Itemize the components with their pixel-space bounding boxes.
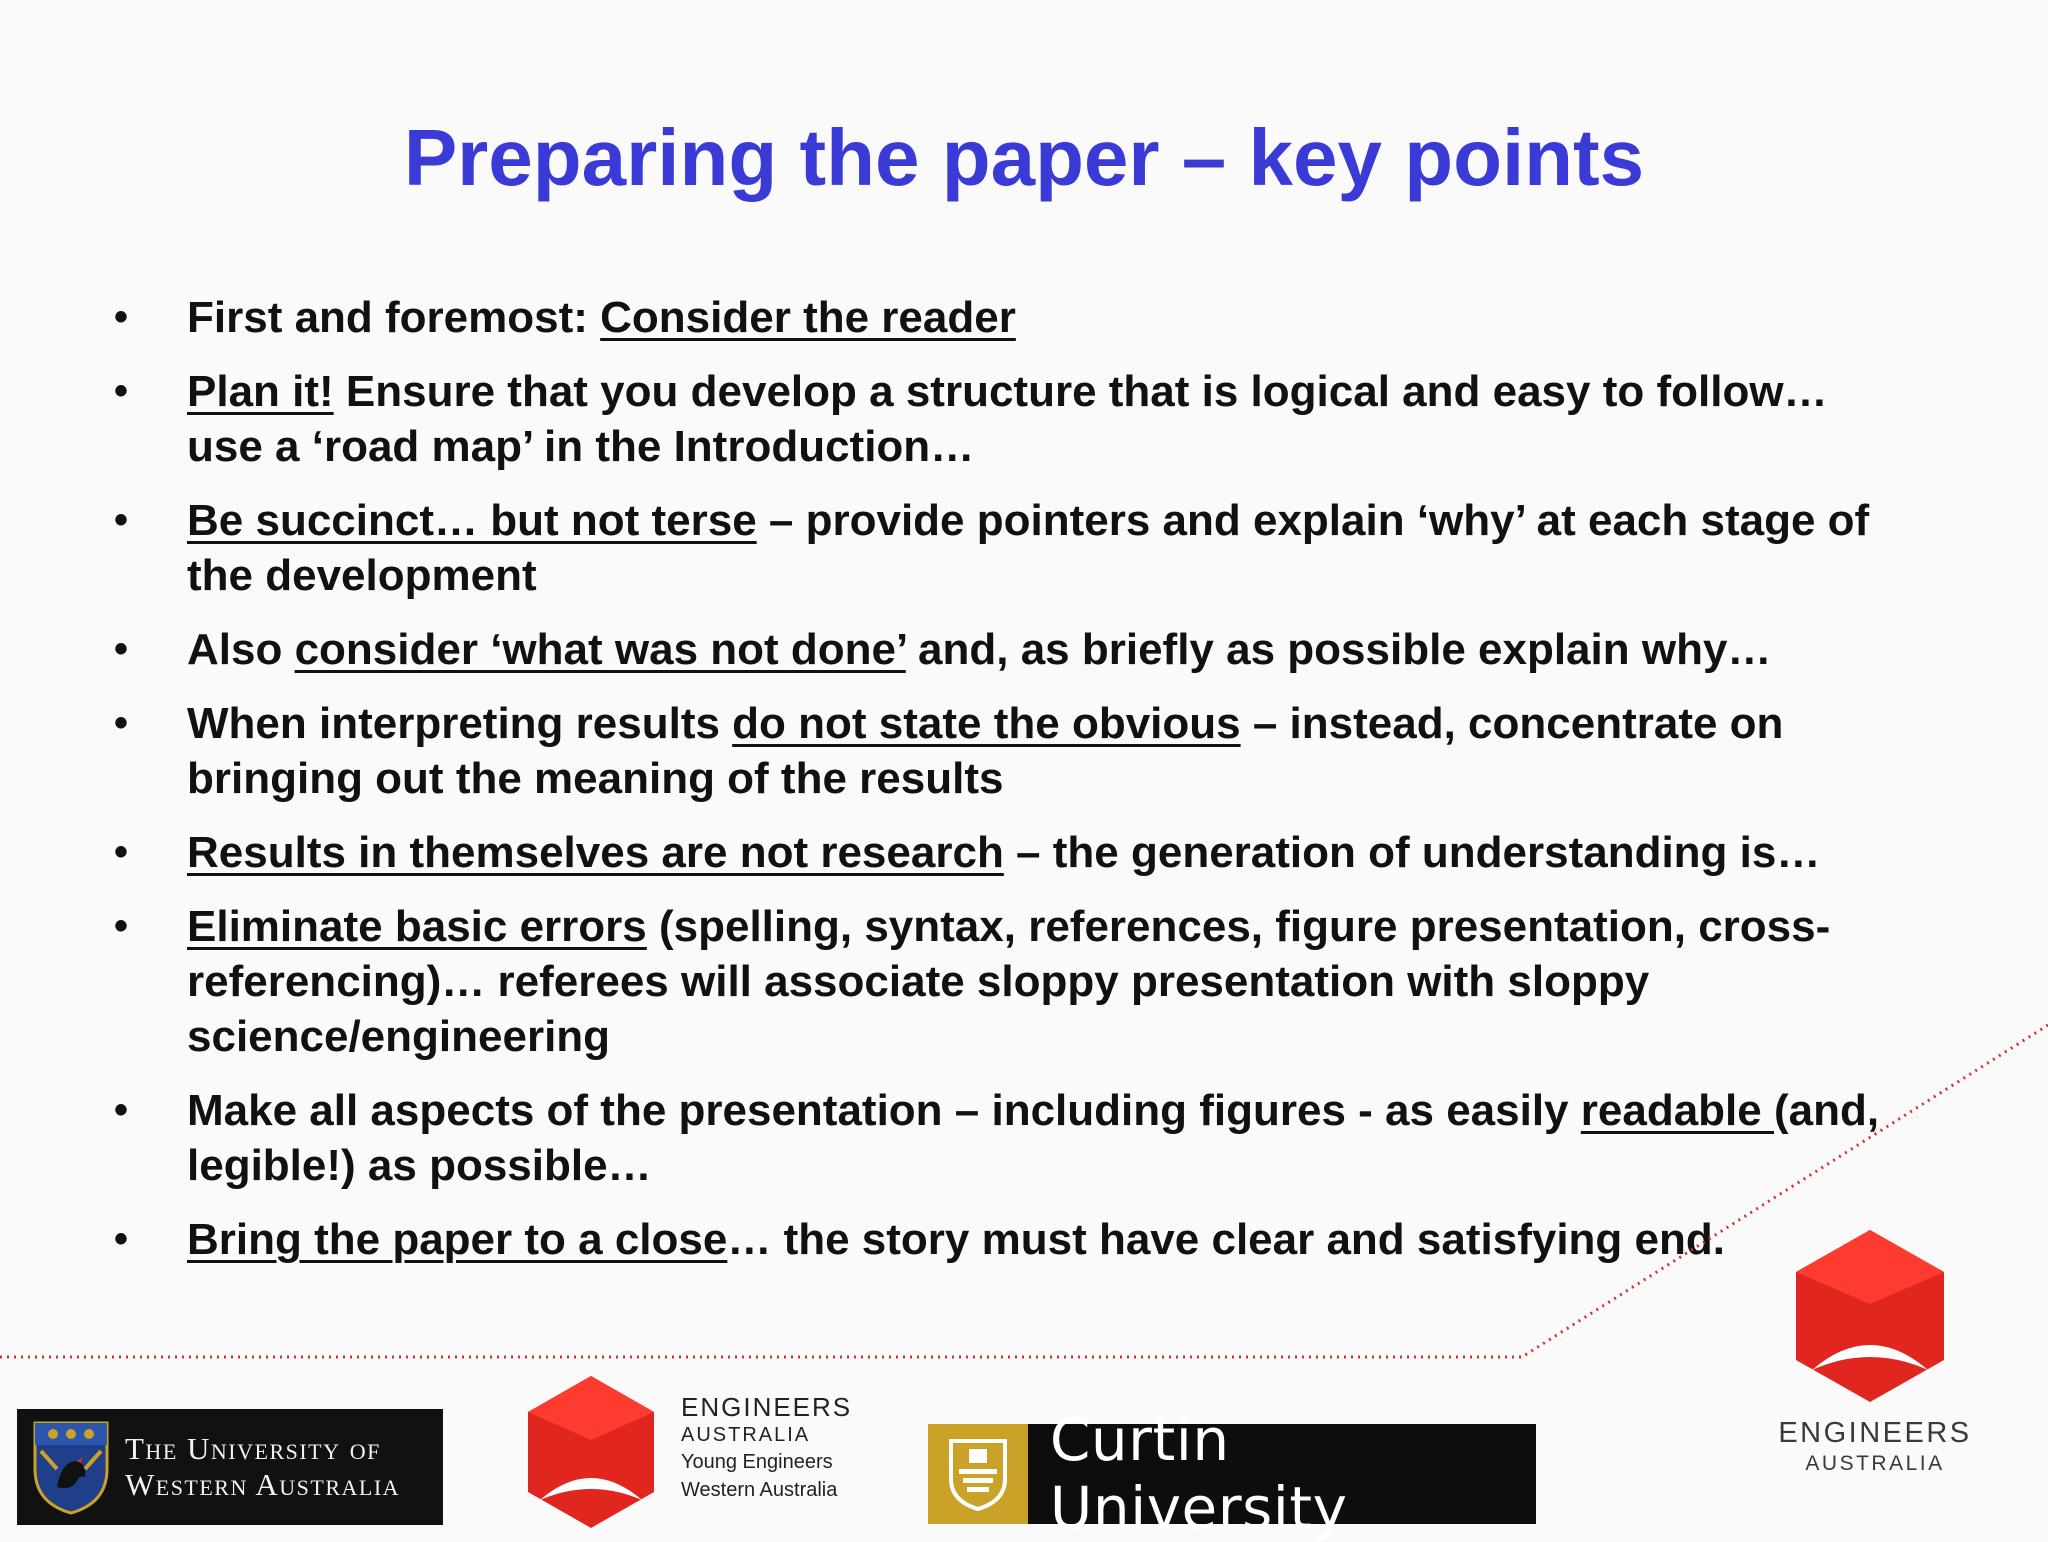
bullet-text: (and, legible!) as possible… xyxy=(187,1086,1880,1190)
bullet-emphasis-text: readable xyxy=(1580,1086,1774,1135)
bullet-item xyxy=(110,493,1910,603)
ea-young-line3: Young Engineers xyxy=(681,1451,833,1473)
ea-young-line1: ENGINEERS xyxy=(681,1392,853,1422)
ea-main-line1: ENGINEERS xyxy=(1778,1417,1972,1449)
bullet-emphasis-text: Plan it! xyxy=(187,367,334,416)
bullet-item xyxy=(110,696,1910,806)
bullet-text: – instead, concentrate on bringing out the meaning of the results xyxy=(187,699,1784,803)
ea-young-engineers-logo xyxy=(526,1374,876,1534)
curtin-university-logo xyxy=(928,1406,1536,1542)
bullet-dot-icon: • xyxy=(114,498,129,542)
bullet-emphasis-text: consider ‘what was not done’ xyxy=(294,625,906,674)
bullet-item xyxy=(110,622,1910,677)
bullet-item xyxy=(110,899,1910,1064)
bullet-dot-icon: • xyxy=(114,295,129,339)
bullet-dot-icon: • xyxy=(114,627,129,671)
bullet-dot-icon: • xyxy=(114,830,129,874)
curtin-emblem-icon xyxy=(928,1424,1028,1524)
ea-young-line2: AUSTRALIA xyxy=(681,1424,811,1446)
bullet-emphasis-text: Be succinct… but not terse xyxy=(187,496,757,545)
bullet-item xyxy=(110,364,1910,474)
ea-main-line2: AUSTRALIA xyxy=(1805,1452,1945,1475)
bullet-text: and, as briefly as possible explain why… xyxy=(905,625,1772,674)
bullet-list xyxy=(110,290,1910,1286)
ea-young-line4: Western Australia xyxy=(681,1479,838,1501)
bullet-dot-icon: • xyxy=(114,1217,129,1261)
bullet-emphasis-text: Eliminate basic errors xyxy=(187,902,647,951)
bullet-text: – provide pointers and explain ‘why’ at each stage of the development xyxy=(187,496,1870,600)
uwa-logo-line1: The University of xyxy=(125,1431,381,1466)
curtin-logo-text: Curtin University xyxy=(1049,1406,1348,1542)
bullet-emphasis-text: do not state the obvious xyxy=(732,699,1241,748)
bullet-emphasis-text: Bring the paper to a close xyxy=(187,1215,728,1264)
slide-title: Preparing the paper – key points xyxy=(403,113,1645,202)
bullet-text: … the story must have clear and satisfying end. xyxy=(727,1215,1725,1264)
ea-main-logo xyxy=(1760,1228,1990,1488)
uwa-crest-icon xyxy=(27,1417,115,1517)
bullet-item xyxy=(110,825,1910,880)
bullet-dot-icon: • xyxy=(114,701,129,745)
bullet-text: Ensure that you develop a structure that is logical and easy to follow… use a ‘road map’ in the Introduction… xyxy=(187,367,1828,471)
ea-hexagon-icon xyxy=(526,1374,656,1530)
bullet-dot-icon: • xyxy=(114,369,129,413)
bullet-item xyxy=(110,290,1910,345)
bullet-dot-icon: • xyxy=(114,904,129,948)
bullet-item xyxy=(110,1083,1910,1193)
bullet-dot-icon: • xyxy=(114,1088,129,1132)
bullet-text: Make all aspects of the presentation – including figures - as easily xyxy=(187,1086,1581,1135)
uwa-logo-line2: Western Australia xyxy=(125,1467,401,1502)
bullet-text: Also xyxy=(187,625,295,674)
bullet-emphasis-text: Results in themselves are not research xyxy=(187,828,1004,877)
bullet-text: – the generation of understanding is… xyxy=(1003,828,1821,877)
ea-hexagon-icon xyxy=(1794,1228,1946,1404)
bullet-text: When interpreting results xyxy=(187,699,733,748)
uwa-logo xyxy=(17,1409,443,1525)
bullet-item xyxy=(110,1212,1910,1267)
bullet-text: First and foremost: xyxy=(187,293,601,342)
bullet-text: (spelling, syntax, references, figure presentation, cross-referencing)… referees will associate sloppy presentation with sloppy science/engineering xyxy=(187,902,1831,1061)
bullet-emphasis-text: Consider the reader xyxy=(600,293,1016,342)
